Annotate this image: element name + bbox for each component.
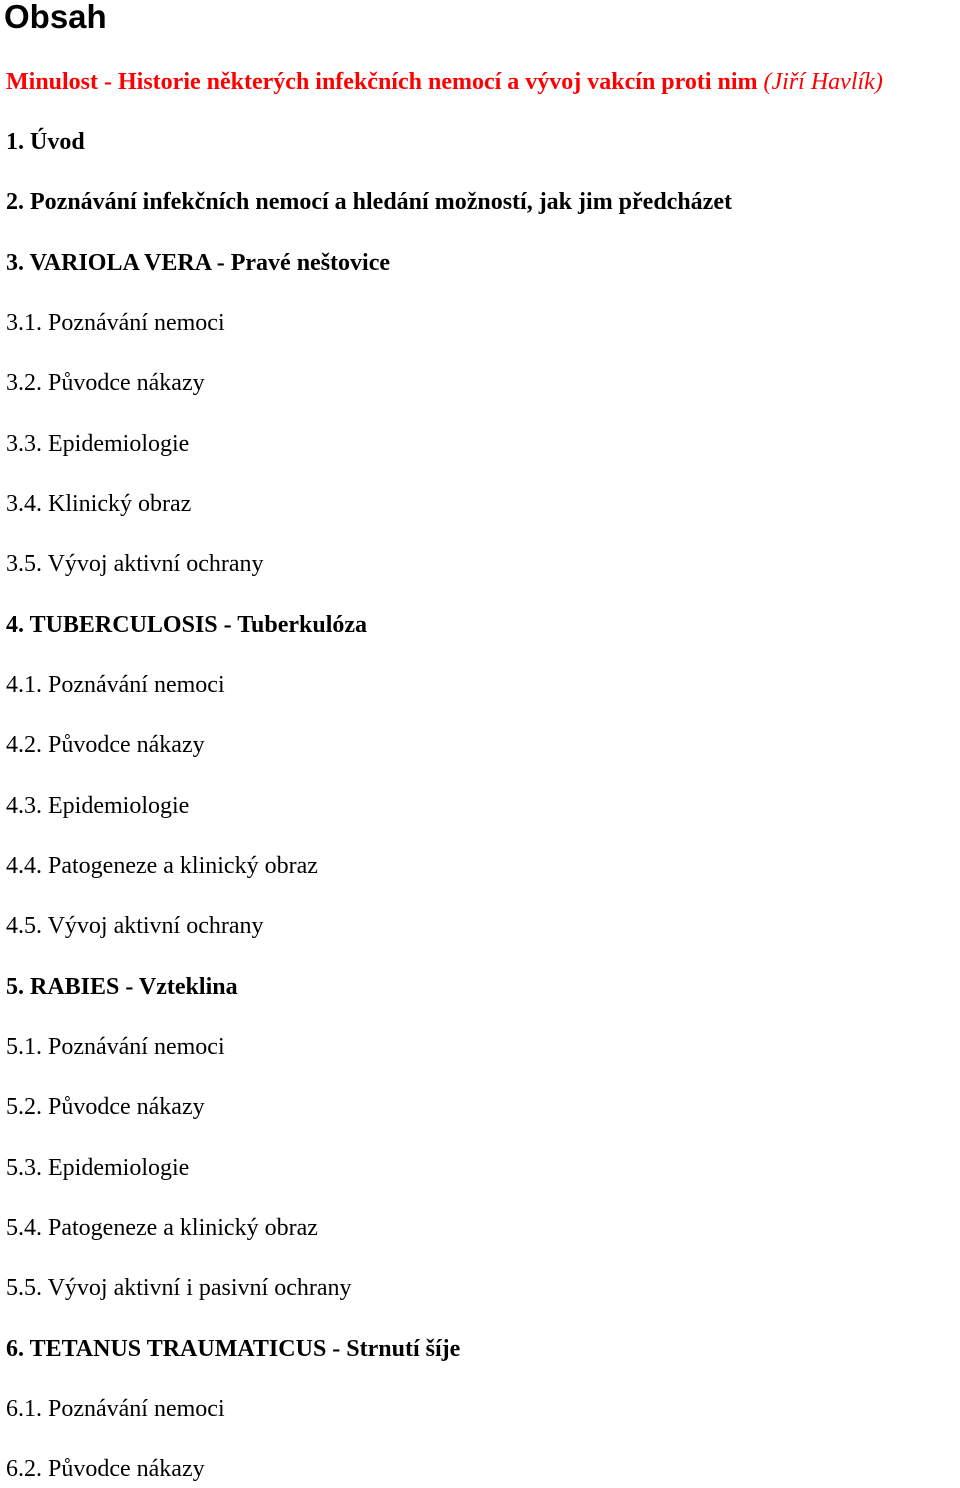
toc-section-item[interactable]: 4.2. Původce nákazy bbox=[6, 732, 205, 758]
toc-section-item[interactable]: 5.1. Poznávání nemoci bbox=[6, 1034, 225, 1060]
toc-section-item[interactable]: 3.4. Klinický obraz bbox=[6, 491, 192, 517]
toc-section-item[interactable]: 5.4. Patogeneze a klinický obraz bbox=[6, 1215, 318, 1241]
subtitle-main-text: Minulost - Historie některých infekčních nemocí a vývoj vakcín proti nim bbox=[6, 69, 758, 95]
toc-section-item[interactable]: 3.1. Poznávání nemoci bbox=[6, 310, 225, 336]
toc-section-item[interactable]: 4.5. Vývoj aktivní ochrany bbox=[6, 913, 264, 939]
toc-section-item[interactable]: 5.2. Původce nákazy bbox=[6, 1094, 205, 1120]
toc-section-item[interactable]: 3.3. Epidemiologie bbox=[6, 431, 190, 457]
toc-chapter-item[interactable]: 4. TUBERCULOSIS - Tuberkulóza bbox=[6, 612, 368, 638]
subtitle-author: (Jiří Havlík) bbox=[763, 69, 883, 95]
toc-section-item[interactable]: 3.2. Původce nákazy bbox=[6, 370, 205, 396]
toc-section-item[interactable]: 6.1. Poznávání nemoci bbox=[6, 1396, 225, 1422]
toc-chapter-item[interactable]: 1. Úvod bbox=[6, 129, 85, 155]
toc-chapter-item[interactable]: 6. TETANUS TRAUMATICUS - Strnutí šíje bbox=[6, 1336, 461, 1362]
toc-chapter-item[interactable]: 3. VARIOLA VERA - Pravé neštovice bbox=[6, 250, 390, 276]
toc-section-item[interactable]: 5.3. Epidemiologie bbox=[6, 1155, 190, 1181]
toc-section-item[interactable]: 5.5. Vývoj aktivní i pasivní ochrany bbox=[6, 1275, 352, 1301]
document-subtitle bbox=[6, 67, 883, 97]
toc-section-item[interactable]: 4.4. Patogeneze a klinický obraz bbox=[6, 853, 318, 879]
page-title: Obsah bbox=[4, 0, 107, 35]
toc-section-item[interactable]: 4.1. Poznávání nemoci bbox=[6, 672, 225, 698]
toc-chapter-item[interactable]: 2. Poznávání infekčních nemocí a hledání možností, jak jim předcházet bbox=[6, 189, 732, 215]
toc-chapter-item[interactable]: 5. RABIES - Vzteklina bbox=[6, 974, 238, 1000]
toc-section-item[interactable]: 6.2. Původce nákazy bbox=[6, 1456, 205, 1482]
toc-section-item[interactable]: 3.5. Vývoj aktivní ochrany bbox=[6, 551, 264, 577]
toc-section-item[interactable]: 4.3. Epidemiologie bbox=[6, 793, 190, 819]
